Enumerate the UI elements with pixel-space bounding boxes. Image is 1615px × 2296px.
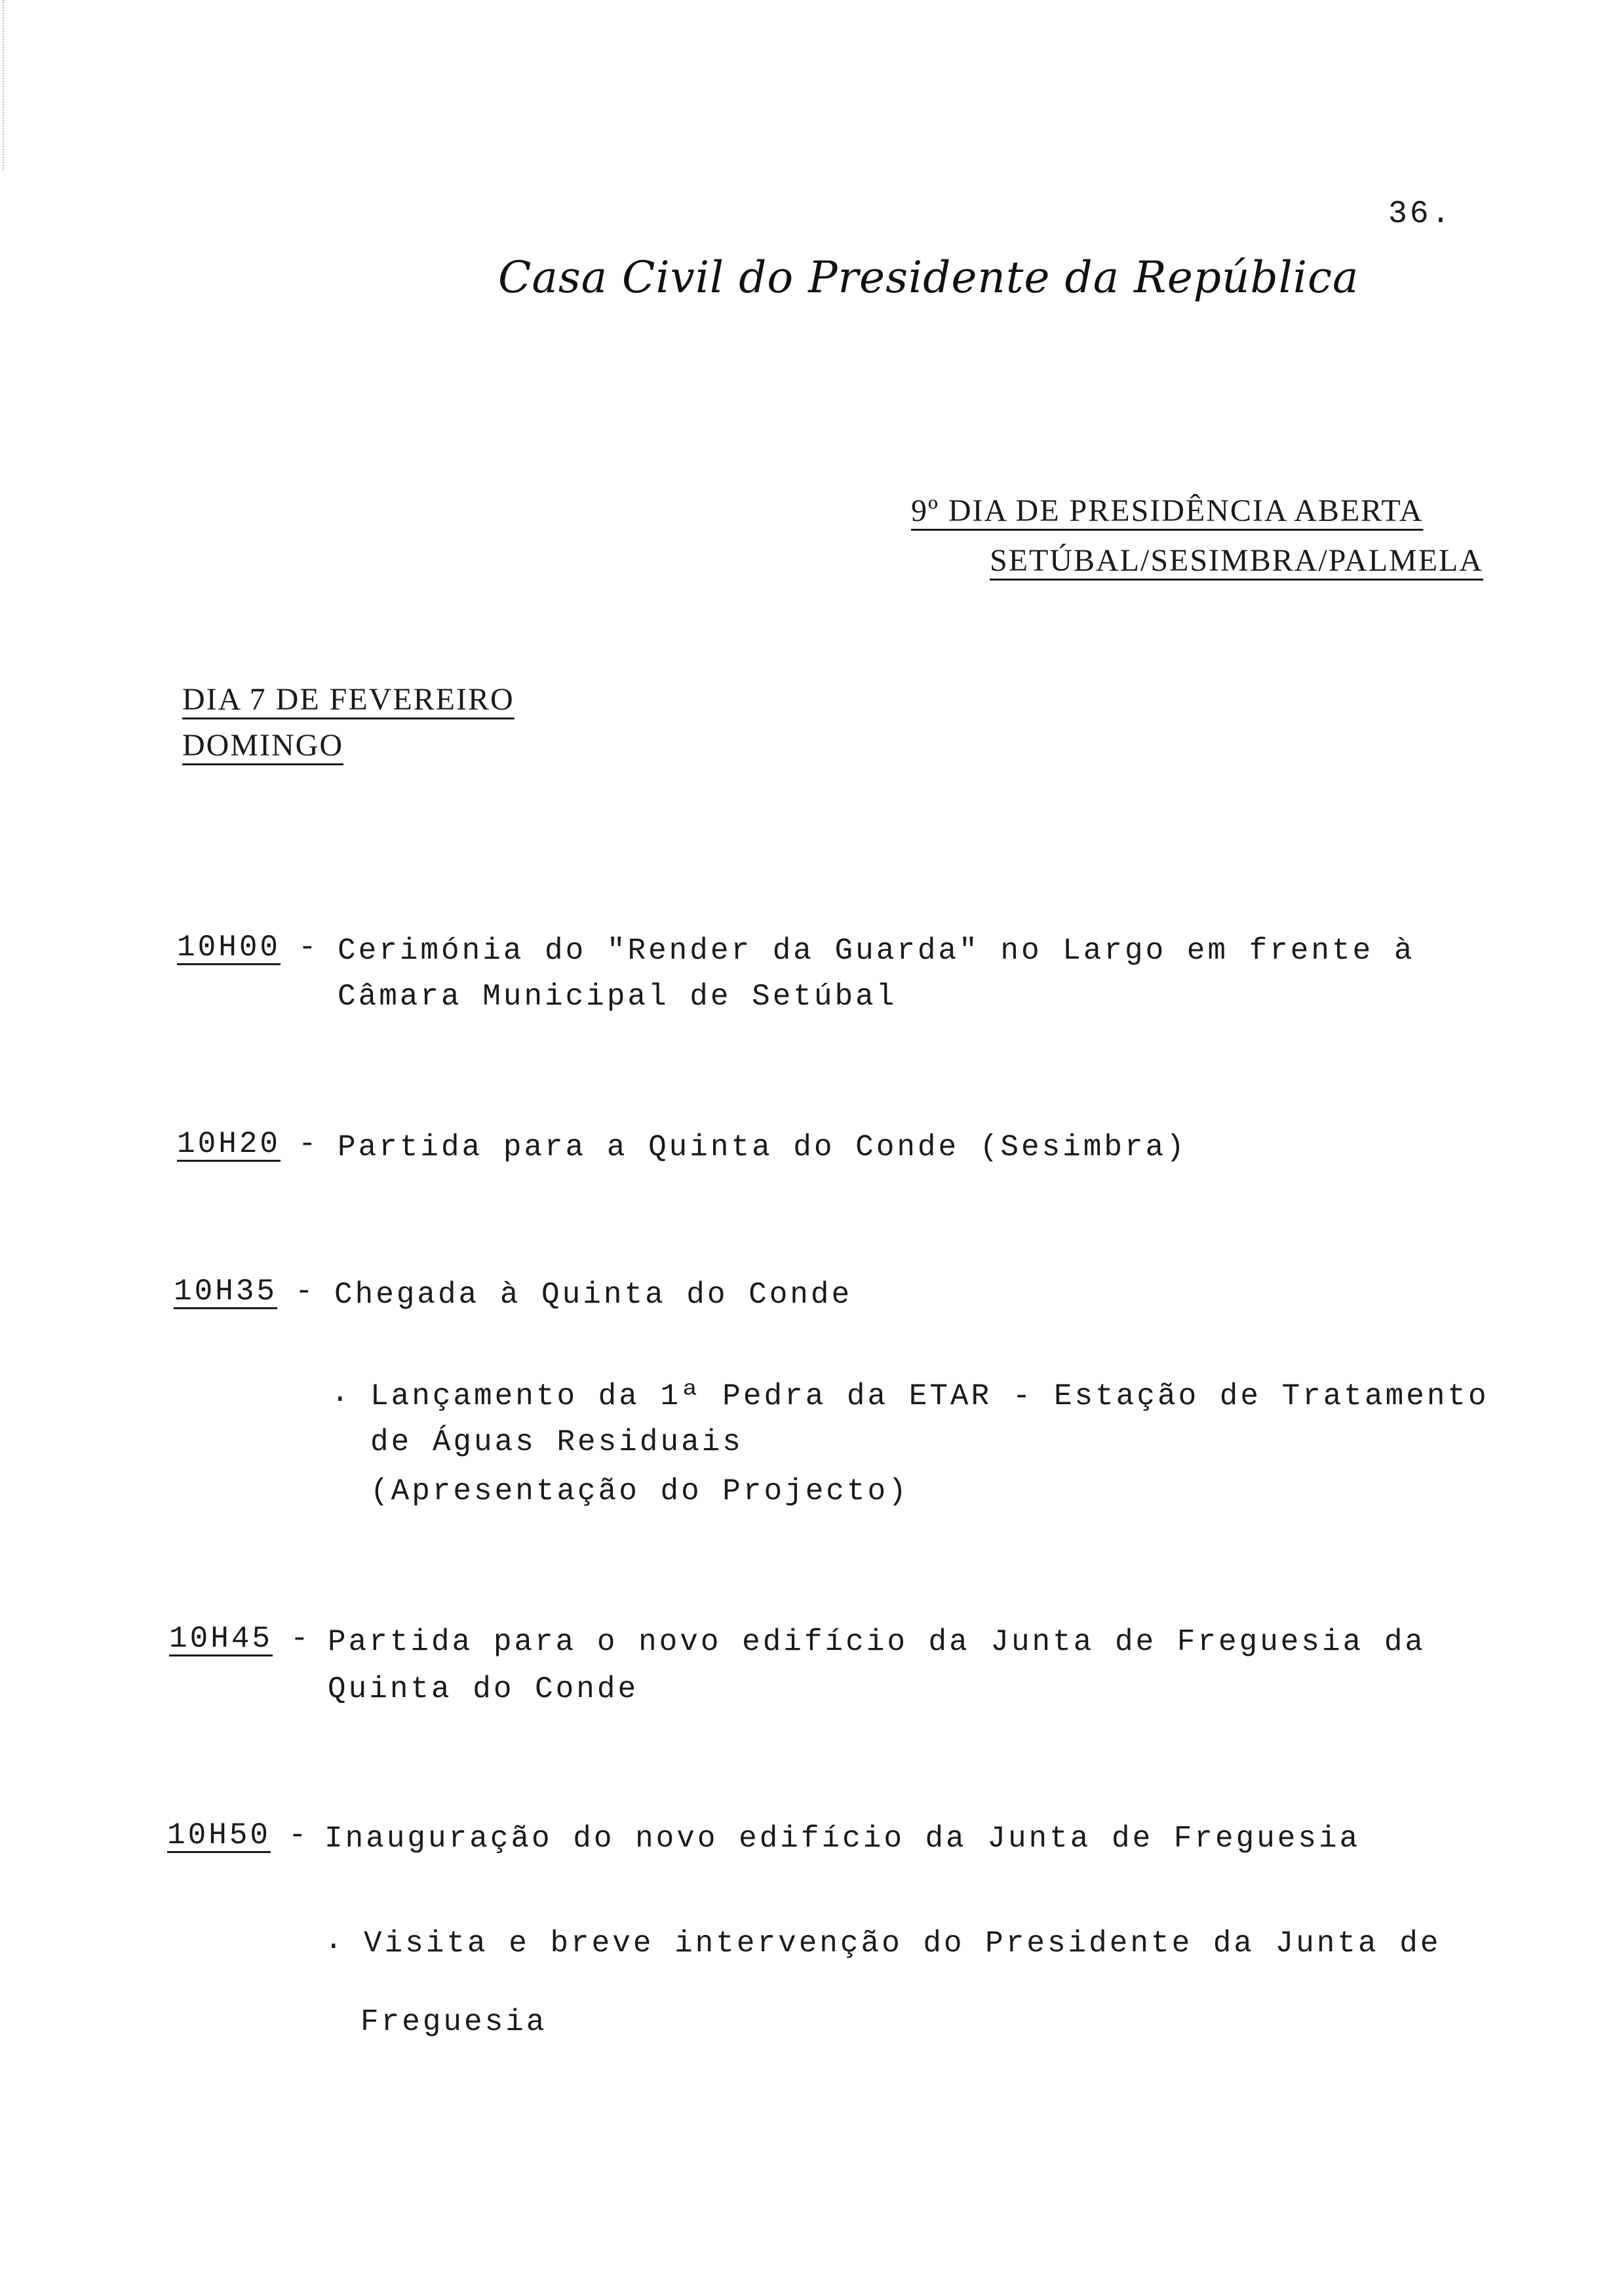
entry-text: Quinta do Conde <box>328 1672 639 1706</box>
bullet-marker: . <box>324 1923 345 1957</box>
date-line: DIA 7 DE FEVEREIRO <box>182 682 515 717</box>
scan-edge-marks <box>3 0 4 170</box>
time-label: 10H50 <box>167 1818 271 1852</box>
bullet-text: Freguesia <box>360 2005 547 2039</box>
entry-text: Partida para a Quinta do Conde (Sesimbra) <box>338 1130 1187 1164</box>
heading-line-1: 9º DIA DE PRESIDÊNCIA ABERTA <box>911 493 1424 528</box>
entry-text: Cerimónia do "Render da Guarda" no Largo em frente à <box>338 934 1415 968</box>
time-label: 10H35 <box>174 1274 278 1309</box>
bullet-text: Visita e breve intervenção do Presidente da Junta de <box>364 1926 1441 1961</box>
entry-text: Partida para o novo edifício da Junta de Freguesia da <box>328 1625 1426 1659</box>
letterhead: Casa Civil do Presidente da República <box>498 252 1359 303</box>
entry-text: Câmara Municipal de Setúbal <box>338 980 897 1014</box>
time-label: 10H45 <box>169 1622 273 1656</box>
bullet-text: Lançamento da 1ª Pedra da ETAR - Estação de Tratamento <box>370 1379 1489 1413</box>
page-number: 36. <box>1388 197 1453 232</box>
heading-line-2: SETÚBAL/SESIMBRA/PALMELA <box>990 543 1483 578</box>
bullet-marker: . <box>331 1376 352 1410</box>
entry-text: Chegada à Quinta do Conde <box>334 1278 853 1312</box>
dash: - <box>295 1274 316 1309</box>
bullet-text: de Águas Residuais <box>370 1425 743 1459</box>
dash: - <box>288 1818 309 1852</box>
weekday-line: DOMINGO <box>182 728 343 763</box>
dash: - <box>298 1127 319 1161</box>
time-label: 10H20 <box>177 1127 281 1161</box>
dash: - <box>290 1622 311 1656</box>
dash: - <box>298 930 319 965</box>
time-label: 10H00 <box>177 930 281 965</box>
bullet-text: (Apresentação do Projecto) <box>370 1474 909 1508</box>
entry-text: Inauguração do novo edifício da Junta de Freguesia <box>324 1822 1361 1856</box>
